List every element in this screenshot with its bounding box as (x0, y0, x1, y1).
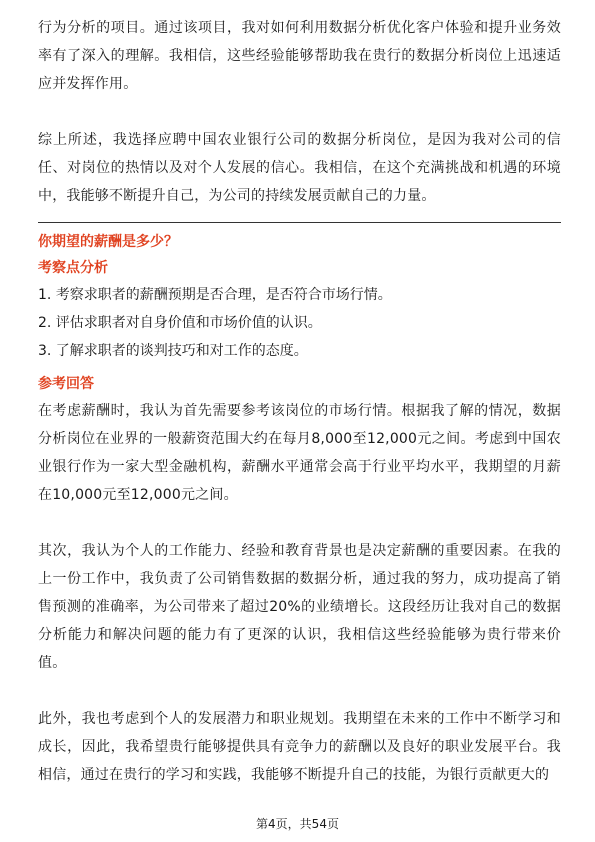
answer-paragraph-2: 其次，我认为个人的工作能力、经验和教育背景也是决定薪酬的重要因素。在我的上一份工作中，我负责了公司销售数据的数据分析，通过我的努力，成功提高了销售预测的准确率，为公司带来了超过20%的业绩增长。这段经历让我对自己的数据分析能力和解决问题的能力有了更深的认识，我相信这些经验能够为贵行带来价值。 (38, 543, 561, 671)
paragraph-spacer (38, 677, 561, 705)
answer-heading: 参考回答 (38, 376, 94, 392)
answer-paragraph-1: 在考虑薪酬时，我认为首先需要参考该岗位的市场行情。根据我了解的情况，数据分析岗位在业界的一般薪资范围大约在每月8,000至12,000元之间。考虑到中国农业银行作为一家大型金融机构，薪酬水平通常会高于行业平均水平，我期望的月薪在10,000元至12,000元之间。 (38, 403, 561, 503)
analysis-item-2: 2. 评估求职者对自身价值和市场价值的认识。 (38, 315, 322, 331)
paragraph-spacer (38, 98, 561, 126)
document-page (38, 14, 561, 789)
question-title: 你期望的薪酬是多少？ (38, 234, 178, 250)
page-footer: 第4页，共54页 (256, 817, 339, 831)
answer-paragraph-3: 此外，我也考虑到个人的发展潜力和职业规划。我期望在未来的工作中不断学习和成长，因此，我希望贵行能够提供具有竞争力的薪酬以及良好的职业发展平台。我相信，通过在贵行的学习和实践，我能够不断提升自己的技能，为银行贡献更大的 (38, 711, 561, 783)
intro-paragraph-1: 行为分析的项目。通过该项目，我对如何利用数据分析优化客户体验和提升业务效率有了深入的理解。我相信，这些经验能够帮助我在贵行的数据分析岗位上迅速适应并发挥作用。 (38, 20, 561, 92)
analysis-item-3: 3. 了解求职者的谈判技巧和对工作的态度。 (38, 343, 308, 359)
intro-paragraph-2: 综上所述，我选择应聘中国农业银行公司的数据分析岗位，是因为我对公司的信任、对岗位的热情以及对个人发展的信心。我相信，在这个充满挑战和机遇的环境中，我能够不断提升自己，为公司的持续发展贡献自己的力量。 (38, 132, 561, 204)
analysis-item-1: 1. 考察求职者的薪酬预期是否合理，是否符合市场行情。 (38, 287, 392, 303)
paragraph-spacer (38, 509, 561, 537)
analysis-heading: 考察点分析 (38, 260, 108, 276)
section-divider (38, 222, 561, 223)
